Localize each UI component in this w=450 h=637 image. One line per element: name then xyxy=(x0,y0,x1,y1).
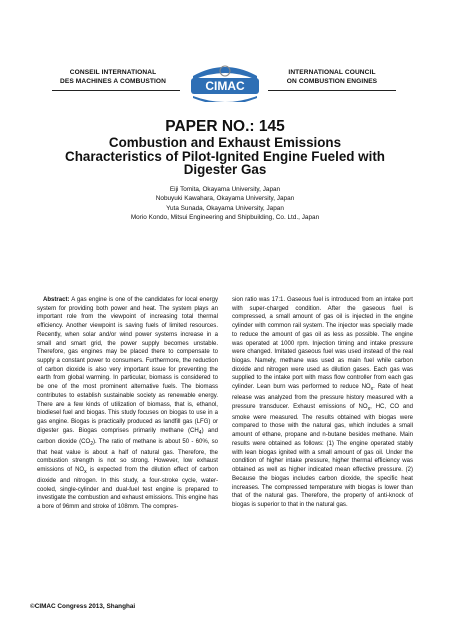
paper-number: PAPER NO.: 145 xyxy=(165,118,285,135)
organization-name-french xyxy=(48,68,178,86)
org-left-line2: DES MACHINES A COMBUSTION xyxy=(59,78,167,85)
logo-arc-bottom xyxy=(193,96,257,102)
header-rule-left xyxy=(52,90,180,91)
abstract-text-1: A gas engine is one of the candidates for local energy system for providing both power and heat. The system plays an important role from the viewpoint of increasing total thermal efficiency. Another viewpoint is saving fuels of limited resources. Recently, when solar and/or wind power systems increase in a small and smart grid, the power supply becomes unstable. Therefore, gas engines may be placed there to compensate to supply a constant power to consumers. Furthermore, the reduction of carbon dioxide is also very important issue for preventing the earth from global warming. In particular, biomass is considered to be one of the most prominent alternative fuels. The biomass contributes to establish sustainable society as renewable energy. There are a few kinds of utilization of biomass, that is, ethanol, biodiesel fuel and biogas. This study focuses on biogas to use in a gas engine. Biogas is practically produced as landfill gas (LFG) or digester gas. Biogas comprises primarily methane (CH xyxy=(37,297,218,434)
logo-text: CIMAC xyxy=(205,79,245,93)
abstract-text-5: sion ratio was 17:1. Gaseous fuel is introduced from an intake port with super-charged condition. After the gaseous fuel is compressed, a small amount of gas oil is injected in the engine cylinder with common rail system. The injector was specially made to reduce the amount of gas oil as less as possible. The engine was operated at 1000 rpm. Injection timing and intake pressure were changed. Imitated gaseous fuel was used instead of the real biogas. Namely, methane was used as main fuel while carbon dioxide and nitrogen were used as dilution gases. Each gas was supplied to the intake port with mass flow controller from each gas cylinder. Lean burn was performed to reduce NO xyxy=(232,297,413,391)
abstract-text-4: is expected from the dilution effect of carbon dioxide and nitrogen. In this study, a four-stroke cycle, water-cooled, single-cylinder and dual-fuel test engine is prepared to investigate the combustion and exhaust emissions. This engine has a bore of 96mm and stroke of 108mm. The compres- xyxy=(37,467,218,511)
cimac-logo xyxy=(189,62,261,102)
org-right-line1: INTERNATIONAL COUNCIL xyxy=(288,69,376,76)
abstract-text-3: ). The ratio of methane is about 50 - 60%, so that heat value is about a half of natural gas. Therefore, the combustion strength is not so strong. However, low exhaust emissions of NO xyxy=(37,438,218,474)
org-right-line2: ON COMBUSTION ENGINES xyxy=(286,78,378,85)
abstract-paragraph-left xyxy=(37,296,218,512)
abstract-text-6: . Rate of heat release was analyzed from the pressure history measured with a pressure transducer. Exhaust emissions of NO xyxy=(232,384,413,410)
nox-subscript-3: x xyxy=(367,406,371,413)
author-1: Eiji Tomita, Okayama University, Japan xyxy=(169,186,281,193)
author-4: Morio Kondo, Mitsui Engineering and Shipbuilding, Co. Ltd., Japan xyxy=(130,214,320,222)
abstract-column-right xyxy=(232,296,413,510)
organization-name-english xyxy=(262,68,402,86)
abstract-text-2: ) and carbon dioxide (CO xyxy=(37,427,218,445)
cimac-logo-icon xyxy=(189,62,261,102)
paper-title xyxy=(30,136,420,177)
title-line-3: Digester Gas xyxy=(183,162,267,178)
author-3: Yuta Sunada, Okayama University, Japan xyxy=(166,204,284,212)
header-rule-right xyxy=(268,90,396,91)
title-line-1: Combustion and Exhaust Emissions xyxy=(108,135,342,150)
co2-subscript: 2 xyxy=(90,440,93,447)
author-2: Nobuyuki Kawahara, Okayama University, Japan xyxy=(155,195,295,203)
abstract-column-left xyxy=(37,296,218,512)
author-list xyxy=(20,185,430,223)
abstract-heading: Abstract: xyxy=(43,297,70,303)
abstract-text-7: , HC, CO and smoke were measured. The results obtained with biogas were compared to those with the natural gas, which includes a small amount of ethane, propane and n-butane besides methane. Main results were obtained as follows: (1) The engine operated stably with lean biogas ignited with a small amount of gas oil. Under the condition of higher intake pressure, higher thermal efficiency was obtained as well as higher indicated mean effective pressure. (2) Because the biogas includes carbon dioxide, the specific heat increases. The compressed temperature with biogas is lower than that of the natural gas. Therefore, the property of anti-knock of biogas is superior to that in the natural gas. xyxy=(232,403,413,508)
org-left-line1: CONSEIL INTERNATIONAL xyxy=(69,69,157,76)
nox-subscript-1: x xyxy=(84,469,87,476)
copyright-footer: ©CIMAC Congress 2013, Shanghai xyxy=(30,603,136,610)
title-line-2: Characteristics of Pilot-Ignited Engine Fueled with xyxy=(65,148,385,164)
abstract-paragraph-right xyxy=(232,296,413,510)
nox-subscript-2: x xyxy=(370,386,374,393)
ch4-subscript: 4 xyxy=(198,429,202,436)
